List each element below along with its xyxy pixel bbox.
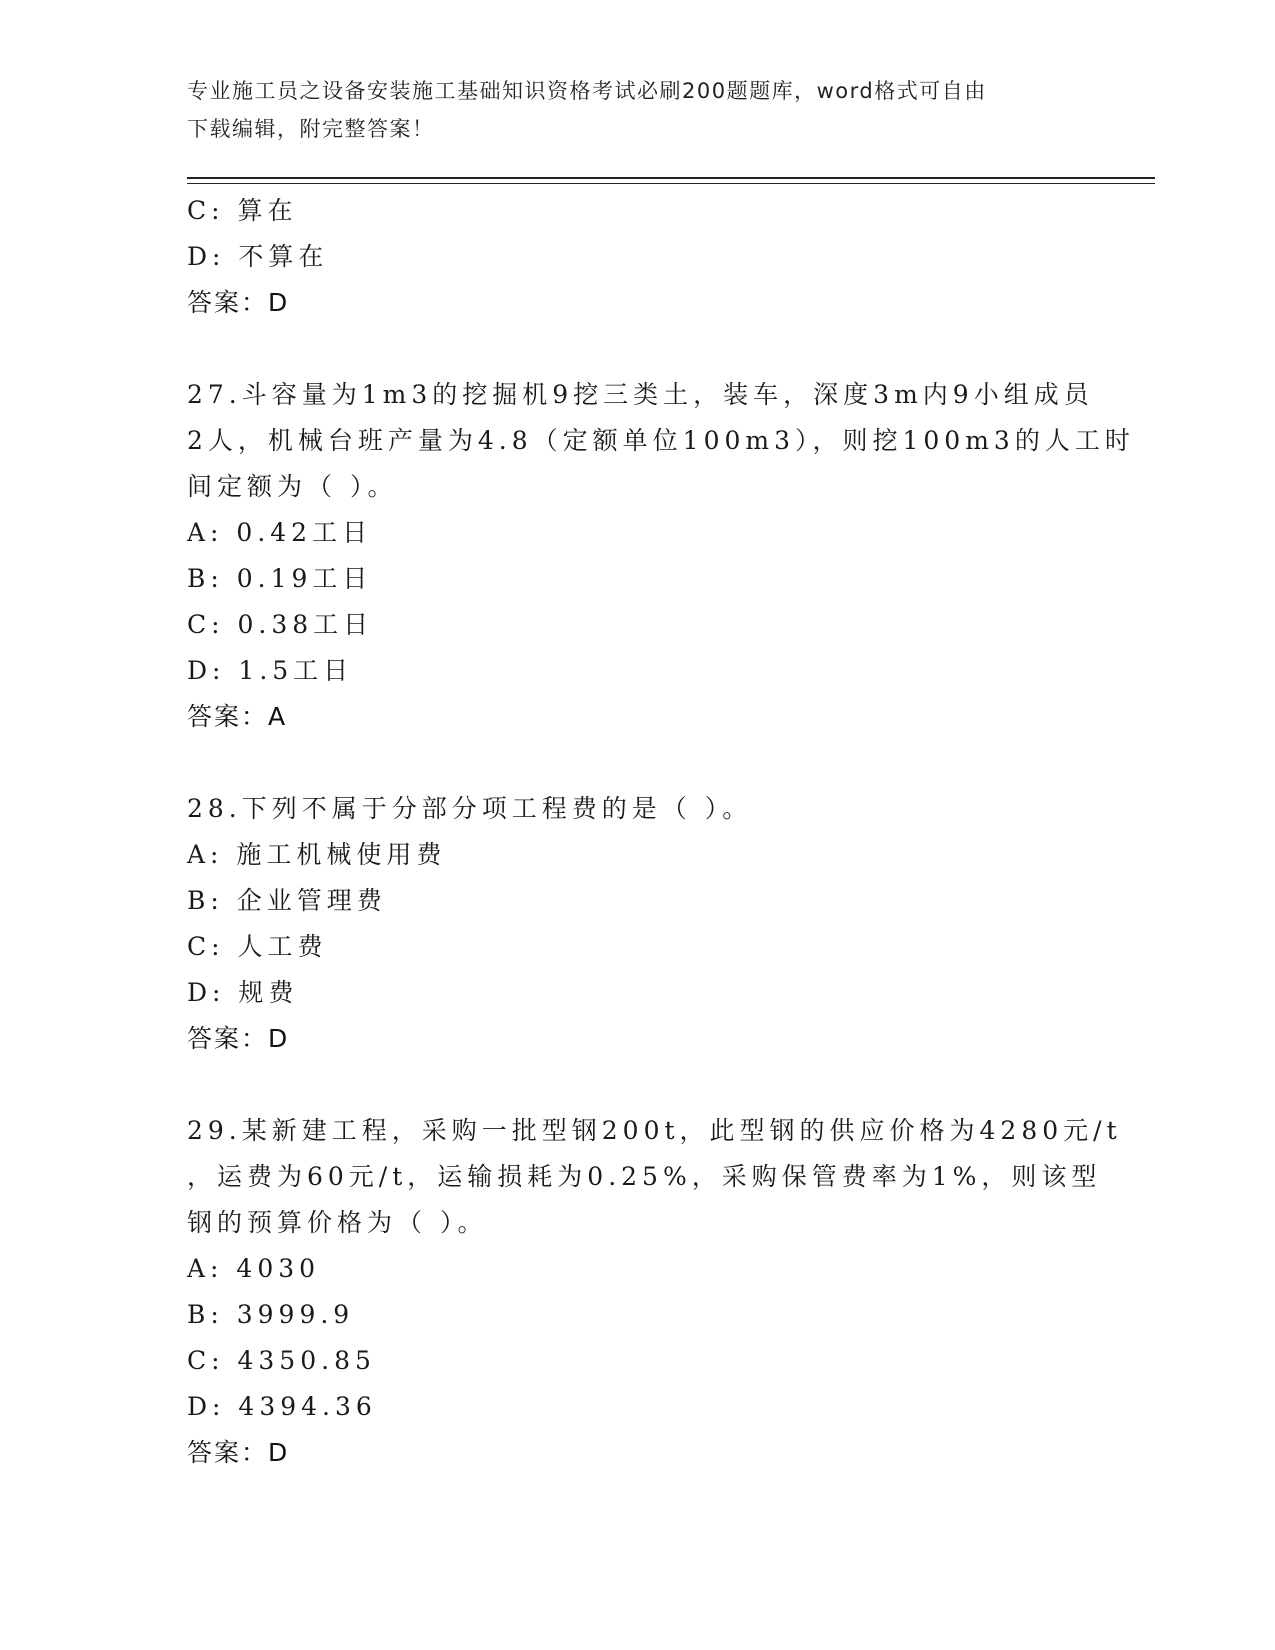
q28-option-b: B: 企业管理费 [187, 886, 387, 915]
q26-answer: 答案：D [187, 288, 290, 317]
header-divider-thick [187, 177, 1155, 179]
header-divider-thin [187, 183, 1155, 184]
q29-option-b: B: 3999.9 [187, 1300, 355, 1329]
q29-stem-line-3: 钢的预算价格为（ ）。 [187, 1208, 488, 1237]
q29-option-a: A: 4030 [187, 1254, 321, 1283]
q26-option-d: D: 不算在 [187, 242, 329, 271]
q27-option-c: C: 0.38工日 [187, 610, 374, 639]
q27-answer: 答案：A [187, 702, 288, 731]
question-26-tail [187, 188, 1087, 326]
question-29 [187, 1108, 1122, 1476]
q27-stem-line-1: 27.斗容量为1m3的挖掘机9挖三类土，装车，深度3m内9小组成员 [187, 380, 1094, 409]
q27-stem-line-3: 间定额为（ ）。 [187, 472, 398, 501]
document-header [187, 72, 1067, 148]
q29-stem-line-1: 29.某新建工程，采购一批型钢200t，此型钢的供应价格为4280元/t [187, 1116, 1122, 1145]
q28-option-c: C: 人工费 [187, 932, 328, 961]
q28-answer: 答案：D [187, 1024, 290, 1053]
q27-stem-line-2: 2人，机械台班产量为4.8（定额单位100m3），则挖100m3的人工时 [187, 426, 1135, 455]
spacer [187, 326, 1087, 372]
q29-answer: 答案：D [187, 1438, 290, 1467]
question-28 [187, 786, 1087, 1062]
q27-option-b: B: 0.19工日 [187, 564, 373, 593]
q26-option-c: C: 算在 [187, 196, 298, 225]
question-27 [187, 372, 1135, 740]
q28-stem-line-1: 28.下列不属于分部分项工程费的是（ ）。 [187, 794, 753, 823]
spacer [187, 740, 1087, 786]
q27-option-d: D: 1.5工日 [187, 656, 354, 685]
header-line-1: 专业施工员之设备安装施工基础知识资格考试必刷200题题库，word格式可自由 [187, 79, 987, 103]
q29-option-c: C: 4350.85 [187, 1346, 376, 1375]
spacer [187, 1062, 1087, 1108]
q27-option-a: A: 0.42工日 [187, 518, 373, 547]
q28-option-d: D: 规费 [187, 978, 299, 1007]
header-line-2: 下载编辑，附完整答案！ [187, 117, 435, 141]
q29-option-d: D: 4394.36 [187, 1392, 377, 1421]
question-list [187, 188, 1135, 1476]
q29-stem-line-2: ，运费为60元/t，运输损耗为0.25%，采购保管费率为1%，则该型 [187, 1162, 1102, 1191]
q28-option-a: A: 施工机械使用费 [187, 840, 447, 869]
